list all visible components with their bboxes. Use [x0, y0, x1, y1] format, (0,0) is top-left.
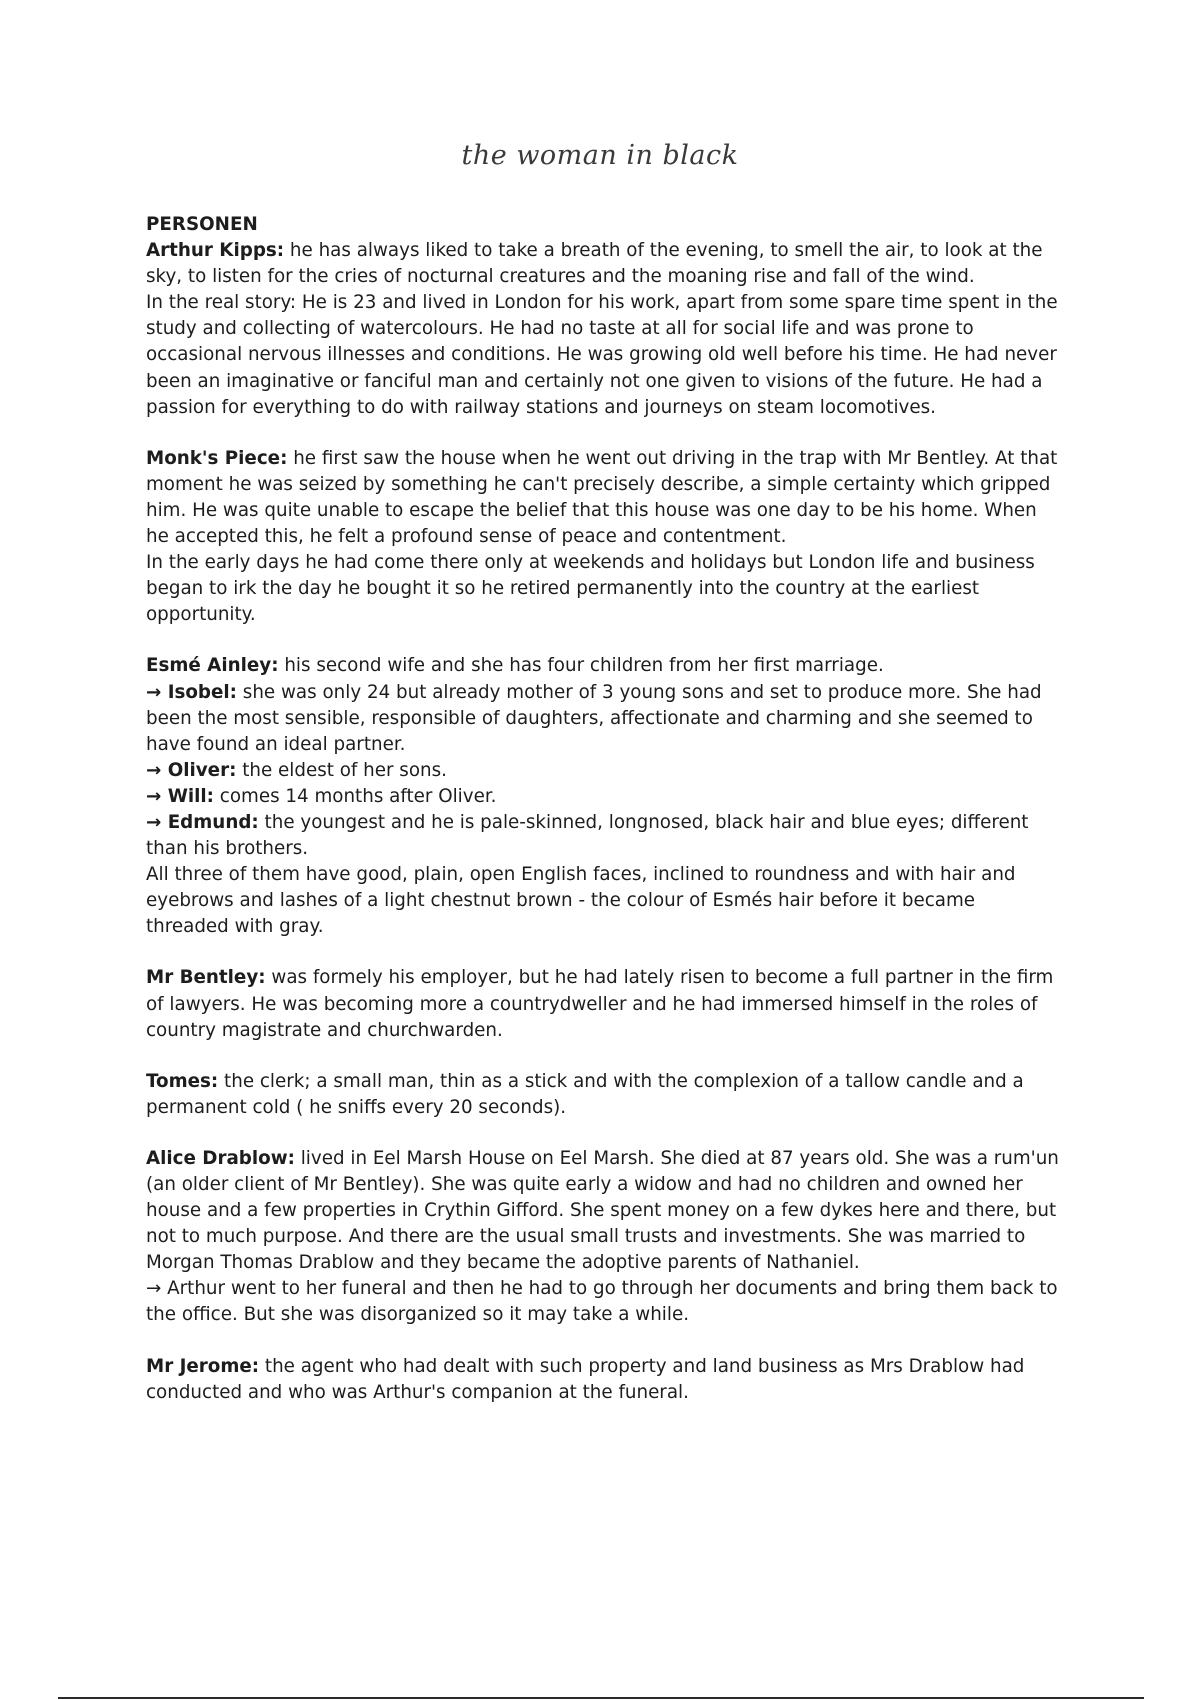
jerome-paragraph: [146, 1354, 1061, 1406]
character-name: Will:: [167, 785, 214, 807]
arthur-paragraph-1: [146, 238, 1061, 290]
character-description: was formely his employer, but he had lately risen to become a full partner in the firm of lawyers. He was becoming more a countrydweller and he had immersed himself in the roles of country magistrate and churchwarden.: [146, 967, 1054, 1041]
arrow-icon: →: [146, 759, 168, 781]
place-monks-piece: [146, 446, 1061, 629]
document-body: [146, 212, 1061, 1406]
character-name: Monk's Piece:: [146, 447, 288, 469]
document-title: the woman in black: [461, 140, 739, 171]
character-mr-jerome: [146, 1354, 1061, 1406]
character-description: his second wife and she has four children from her first marriage.: [278, 655, 884, 677]
section-heading: PERSONEN: [146, 214, 258, 235]
page-bottom-divider: [58, 1697, 1144, 1699]
character-description: the agent who had dealt with such property and land business as Mrs Drablow had conducted and who was Arthur's companion at the funeral.: [146, 1355, 1025, 1403]
character-tomes: [146, 1069, 1061, 1121]
arthur-paragraph-2: In the real story: He is 23 and lived in London for his work, apart from some spare time spent in the study and collecting of watercolours. He had no taste at all for social life and was prone to occasional nervous illnesses and conditions. He was growing old well before his time. He had never been an imaginative or fanciful man and certainly not one given to visions of the future. He had a passion for everything to do with railway stations and journeys on steam locomotives.: [146, 292, 1058, 418]
character-name: Alice Drablow:: [146, 1147, 295, 1169]
character-name: Arthur Kipps:: [146, 240, 285, 262]
character-description: the eldest of her sons.: [236, 759, 447, 781]
character-mr-bentley: [146, 965, 1061, 1043]
character-description: lived in Eel Marsh House on Eel Marsh. She died at 87 years old. She was a rum'un (an older client of Mr Bentley). She was quite early a widow and had no children and owned her house and a few properties in Crythin Gifford. She spent money on a few dykes here and there, but not to much purpose. And there are the usual small trusts and investments. She was married to Morgan Thomas Drablow and they became the adoptive parents of Nathaniel.: [146, 1147, 1059, 1274]
arrow-icon: →: [146, 681, 168, 703]
edmund-paragraph: [146, 810, 1061, 862]
character-name: Edmund:: [167, 811, 259, 833]
character-description: the youngest and he is pale-skinned, longnosed, black hair and blue eyes; different than his brothers.: [146, 811, 1029, 860]
oliver-paragraph: [146, 758, 1061, 784]
monks-piece-paragraph-2: In the early days he had come there only at weekends and holidays but London life and business began to irk the day he bought it so he retired permanently into the country at the earliest opportunity.: [146, 552, 1035, 626]
character-description: he first saw the house when he went out driving in the trap with Mr Bentley. At that moment he was seized by something he can't precisely describe, a simple certainty which gripped him. He was quite unable to escape the belief that this house was one day to be his home. When he accepted this, he felt a profound sense of peace and contentment.: [146, 447, 1058, 548]
character-name: Esmé Ainley:: [146, 655, 279, 677]
arrow-icon: →: [146, 811, 168, 833]
character-name: Tomes:: [146, 1070, 219, 1092]
tomes-paragraph: [146, 1069, 1061, 1121]
character-description: she was only 24 but already mother of 3 young sons and set to produce more. She had been the most sensible, responsible of daughters, affectionate and charming and she seemed to have found an ideal partner.: [146, 681, 1042, 755]
character-description: comes 14 months after Oliver.: [213, 785, 497, 807]
character-arthur-kipps: [146, 238, 1061, 421]
arrow-icon: →: [146, 785, 168, 807]
alice-paragraph: [146, 1146, 1061, 1276]
will-paragraph: [146, 784, 1061, 810]
character-description: he has always liked to take a breath of the evening, to smell the air, to look at the sky, to listen for the cries of nocturnal creatures and the moaning rise and fall of the wind.: [146, 240, 1043, 288]
children-paragraph: All three of them have good, plain, open English faces, inclined to roundness and with hair and eyebrows and lashes of a light chestnut brown - the colour of Esmés hair before it became threaded with gray.: [146, 864, 1016, 938]
character-name: Isobel:: [167, 681, 237, 703]
character-name: Oliver:: [167, 759, 237, 781]
bentley-paragraph: [146, 965, 1061, 1043]
character-description: the clerk; a small man, thin as a stick and with the complexion of a tallow candle and a permanent cold ( he sniffs every 20 seconds).: [146, 1070, 1024, 1118]
isobel-paragraph: [146, 680, 1061, 758]
monks-piece-paragraph-1: [146, 446, 1061, 550]
character-name: Mr Bentley:: [146, 967, 266, 989]
character-alice-drablow: [146, 1146, 1061, 1329]
esme-paragraph: [146, 653, 1061, 679]
character-esme-ainley: [146, 653, 1061, 940]
alice-arrow-paragraph: → Arthur went to her funeral and then he had to go through her documents and bring them back to the office. But she was disorganized so it may take a while.: [146, 1278, 1058, 1326]
character-name: Mr Jerome:: [146, 1355, 260, 1377]
